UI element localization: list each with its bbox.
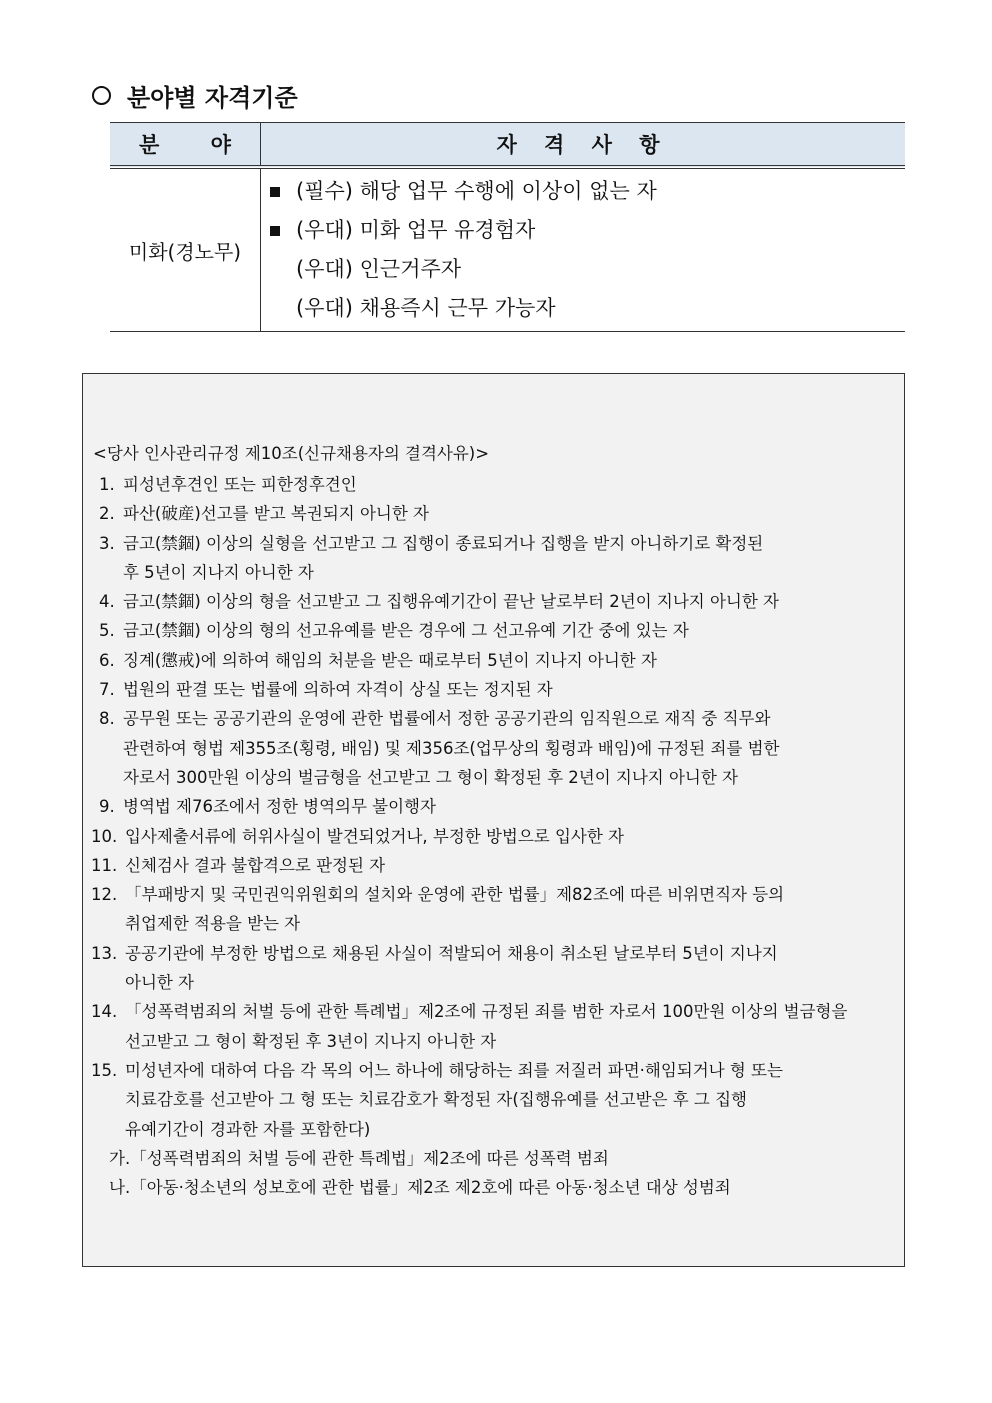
rule-item [83, 939, 906, 968]
rule-number: 8. [99, 709, 115, 729]
rule-text: 피성년후견인 또는 피한정후견인 [123, 475, 357, 494]
rule-number: 4. [99, 592, 115, 612]
rule-text: 자로서 300만원 이상의 벌금형을 선고받고 그 형이 확정된 후 2년이 지나지 아니한 자 [123, 767, 738, 787]
rule-number: 15. [91, 1060, 118, 1080]
section-heading [92, 78, 298, 113]
rule-item [83, 529, 906, 558]
rule-text: 미성년자에 대하여 다음 각 목의 어느 하나에 해당하는 죄를 저질러 파면·해임되거나 형 또는 [125, 1060, 783, 1080]
rule-text: 신체검사 결과 불합격으로 판정된 자 [125, 855, 386, 875]
criteria-table [110, 122, 905, 332]
requirements-list [262, 170, 904, 330]
rule-item-continuation [83, 763, 906, 792]
requirement-item [270, 289, 904, 328]
rule-text: 공공기관에 부정한 방법으로 채용된 사실이 적발되어 채용이 취소된 날로부터 5년이 지나지 [125, 943, 778, 963]
disqualification-rules-box [82, 373, 905, 1267]
rule-item-continuation [83, 1115, 906, 1144]
table-row [110, 167, 905, 332]
rule-text: 「부패방지 및 국민권익위원회의 설치와 운영에 관한 법률」제82조에 따른 비위면직자 등의 [125, 885, 785, 905]
rule-text: 취업제한 적용을 받는 자 [125, 914, 301, 934]
rule-item [83, 1056, 906, 1085]
rule-item-continuation [83, 734, 906, 763]
rule-number: 12. [91, 885, 118, 905]
square-bullet-icon [270, 187, 280, 197]
requirement-item [270, 172, 904, 211]
rule-item [83, 792, 906, 821]
rules-title: <당사 인사관리규정 제10조(신규채용자의 결격사유)> [93, 444, 490, 463]
rule-item [83, 880, 906, 909]
rule-text: 금고(禁錮) 이상의 형의 선고유예를 받은 경우에 그 선고유예 기간 중에 있는 자 [123, 621, 689, 641]
field-name-cell: 미화(경노무) [110, 167, 261, 332]
square-bullet-icon [270, 226, 280, 236]
rule-number: 11. [91, 855, 118, 875]
requirements-cell [261, 167, 906, 332]
rule-item-continuation [83, 1085, 906, 1114]
rule-text: 입사제출서류에 허위사실이 발견되었거나, 부정한 방법으로 입사한 자 [125, 826, 624, 846]
header-requirements: 자 격 사 항 [261, 123, 906, 168]
rule-text: 병역법 제76조에서 정한 병역의무 불이행자 [123, 797, 436, 817]
rule-number: 13. [91, 943, 118, 963]
rule-item [83, 704, 906, 733]
rule-item [83, 499, 906, 528]
requirement-text: (우대) 인근거주자 [296, 257, 462, 281]
requirement-item [270, 250, 904, 289]
rule-number: 1. [99, 475, 115, 494]
rule-item [83, 646, 906, 675]
rule-number: 3. [99, 533, 115, 553]
rule-number: 5. [99, 621, 115, 641]
rule-text: 「성폭력범죄의 처벌 등에 관한 특례법」제2조에 규정된 죄를 범한 자로서 100만원 이상의 벌금형을 [125, 1002, 848, 1022]
circle-bullet-icon [92, 86, 111, 105]
rule-number: 7. [99, 680, 115, 700]
rule-text: 후 5년이 지나지 아니한 자 [123, 562, 314, 582]
requirement-item [270, 211, 904, 250]
rule-text: 금고(禁錮) 이상의 형을 선고받고 그 집행유예기간이 끝난 날로부터 2년이 지나지 아니한 자 [123, 592, 779, 612]
rule-item [83, 470, 906, 499]
rule-item-continuation [83, 909, 906, 938]
rule-item-continuation [83, 558, 906, 587]
rule-text: 징계(懲戒)에 의하여 해임의 처분을 받은 때로부터 5년이 지나지 아니한 자 [123, 650, 657, 670]
rule-subitem [83, 1173, 906, 1202]
requirement-text: (우대) 미화 업무 유경험자 [296, 218, 536, 242]
rule-number: 9. [99, 797, 115, 817]
rule-subitem-label: 가. [109, 1148, 131, 1168]
rule-item-continuation [83, 1027, 906, 1056]
rule-number: 10. [91, 826, 118, 846]
rule-item [83, 851, 906, 880]
rule-text: 법원의 판결 또는 법률에 의하여 자격이 상실 또는 정지된 자 [123, 680, 553, 700]
rule-subitem-label: 나. [109, 1178, 131, 1198]
rule-text: 유예기간이 경과한 자를 포함한다) [125, 1119, 371, 1139]
table-header-row [110, 123, 905, 168]
requirement-text: (필수) 해당 업무 수행에 이상이 없는 자 [296, 179, 657, 203]
rule-subitem [83, 1144, 906, 1173]
rule-subitem-text: 「아동·청소년의 성보호에 관한 법률」제2조 제2호에 따른 아동·청소년 대상 성범죄 [130, 1178, 731, 1198]
rule-number: 14. [91, 1002, 118, 1022]
rule-item [83, 616, 906, 645]
rule-text: 관련하여 형법 제355조(횡령, 배임) 및 제356조(업무상의 횡령과 배임)에 규정된 죄를 범한 [123, 738, 780, 758]
rule-item [83, 997, 906, 1026]
rules-list [83, 470, 906, 1202]
rule-text: 파산(破産)선고를 받고 복권되지 아니한 자 [123, 504, 429, 524]
rule-text: 선고받고 그 형이 확정된 후 3년이 지나지 아니한 자 [125, 1031, 497, 1051]
rule-text: 공무원 또는 공공기관의 운영에 관한 법률에서 정한 공공기관의 임직원으로 재직 중 직무와 [123, 709, 771, 729]
rule-subitem-text: 「성폭력범죄의 처벌 등에 관한 특례법」제2조에 따른 성폭력 범죄 [130, 1148, 609, 1168]
requirement-text: (우대) 채용즉시 근무 가능자 [296, 296, 556, 320]
rule-number: 2. [99, 504, 115, 524]
rule-text: 치료감호를 선고받아 그 형 또는 치료감호가 확정된 자(집행유예를 선고받은 후 그 집행 [125, 1090, 747, 1110]
rule-item-continuation [83, 968, 906, 997]
rule-text: 금고(禁錮) 이상의 실형을 선고받고 그 집행이 종료되거나 집행을 받지 아니하기로 확정된 [123, 533, 764, 553]
rule-item [83, 822, 906, 851]
rule-item [83, 675, 906, 704]
rule-text: 아니한 자 [125, 973, 195, 993]
header-field: 분 야 [110, 123, 261, 168]
section-heading-text: 분야별 자격기준 [127, 83, 298, 112]
rule-item [83, 587, 906, 616]
rule-number: 6. [99, 650, 115, 670]
